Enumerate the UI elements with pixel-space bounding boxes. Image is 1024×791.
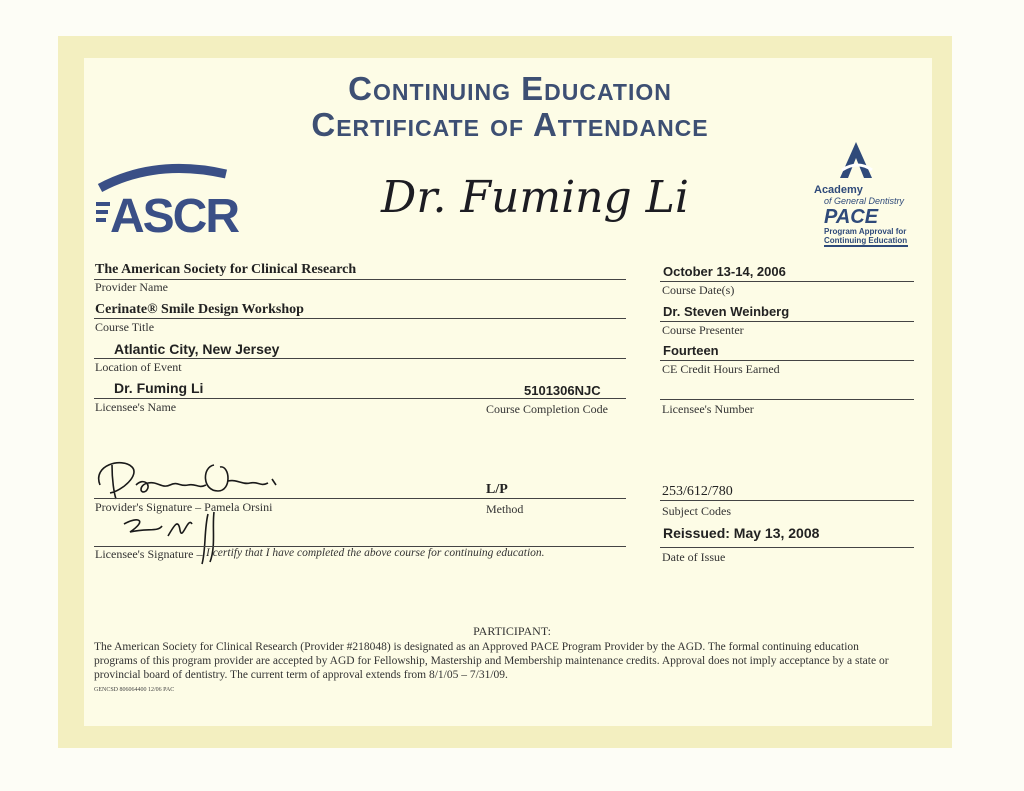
course-dates-value: October 13-14, 2006 <box>663 264 786 279</box>
ascr-logo <box>96 160 256 241</box>
course-title-line <box>94 318 626 319</box>
course-dates-line <box>660 281 914 282</box>
presenter-value: Dr. Steven Weinberg <box>663 304 790 319</box>
recipient-name: Dr. Fuming Li <box>381 172 689 223</box>
participant-disclaimer: The American Society for Clinical Research (Provider #218048) is designated as an Approved PACE Program Provider by the AGD. The formal continuing education programs of this program provider are accepted by AGD for Fellowship, Mastership and Membership maintenance credits. Approval does not imply acceptance by a state or provincial board of dentistry. The current term of approval extends from 8/1/05 – 7/31/09. <box>94 641 889 681</box>
ascr-logo-text: ASCR <box>110 190 239 236</box>
course-title-label: Course Title <box>95 320 155 334</box>
agd-continuing-education-text: Continuing Education <box>824 236 908 245</box>
agd-pace-text: PACE <box>824 206 879 228</box>
subject-codes-label: Subject Codes <box>662 504 731 518</box>
date-of-issue-label: Date of Issue <box>662 550 726 564</box>
licensee-name-value: Dr. Fuming Li <box>114 380 204 396</box>
ce-hours-label: CE Credit Hours Earned <box>662 362 780 376</box>
licensee-number-line <box>660 399 914 400</box>
presenter-label: Course Presenter <box>662 323 744 337</box>
location-value: Atlantic City, New Jersey <box>114 341 280 357</box>
provider-name-value: The American Society for Clinical Research <box>95 262 357 277</box>
location-label: Location of Event <box>95 360 182 374</box>
date-of-issue-line <box>660 547 914 548</box>
subject-codes-line <box>660 500 914 501</box>
certificate-title-line2: Certificate of Attendance <box>311 106 709 143</box>
agd-general-dentistry-text: of General Dentistry <box>824 196 905 206</box>
provider-signature-icon <box>92 455 302 503</box>
licensee-signature-label: Licensee's Signature – <box>95 547 203 561</box>
subject-codes-value: 253/612/780 <box>662 484 733 499</box>
agd-pace-logo <box>812 140 912 247</box>
course-dates-label: Course Date(s) <box>662 283 735 297</box>
licensee-name-label: Licensee's Name <box>95 400 177 414</box>
agd-academy-text: Academy <box>814 184 863 196</box>
completion-code-value: 5101306NJC <box>524 383 601 398</box>
provider-name-line <box>94 279 626 280</box>
presenter-line <box>660 321 914 322</box>
method-value: L/P <box>486 482 508 497</box>
licensee-attestation: I certify that I have completed the above course for continuing education. <box>206 547 545 559</box>
method-label: Method <box>486 502 524 516</box>
participant-heading: PARTICIPANT: <box>473 624 551 638</box>
provider-signature-label: Provider's Signature – Pamela Orsini <box>95 500 273 514</box>
course-title-value: Cerinate® Smile Design Workshop <box>95 302 304 317</box>
licensee-number-label: Licensee's Number <box>662 402 754 416</box>
completion-code-label: Course Completion Code <box>486 402 608 416</box>
location-line <box>94 358 626 359</box>
form-code: GENCSD 806064400 12/06 PAC <box>94 687 175 693</box>
date-of-issue-value: Reissued: May 13, 2008 <box>663 525 820 541</box>
certificate-title-line1: Continuing Education <box>348 70 672 107</box>
agd-a-icon <box>836 140 876 180</box>
provider-name-label: Provider Name <box>95 280 168 294</box>
licensee-name-line <box>94 398 626 399</box>
agd-program-approval-text: Program Approval for <box>824 227 907 236</box>
ce-hours-line <box>660 360 914 361</box>
provider-signature-line <box>94 498 626 499</box>
ce-hours-value: Fourteen <box>663 343 719 358</box>
